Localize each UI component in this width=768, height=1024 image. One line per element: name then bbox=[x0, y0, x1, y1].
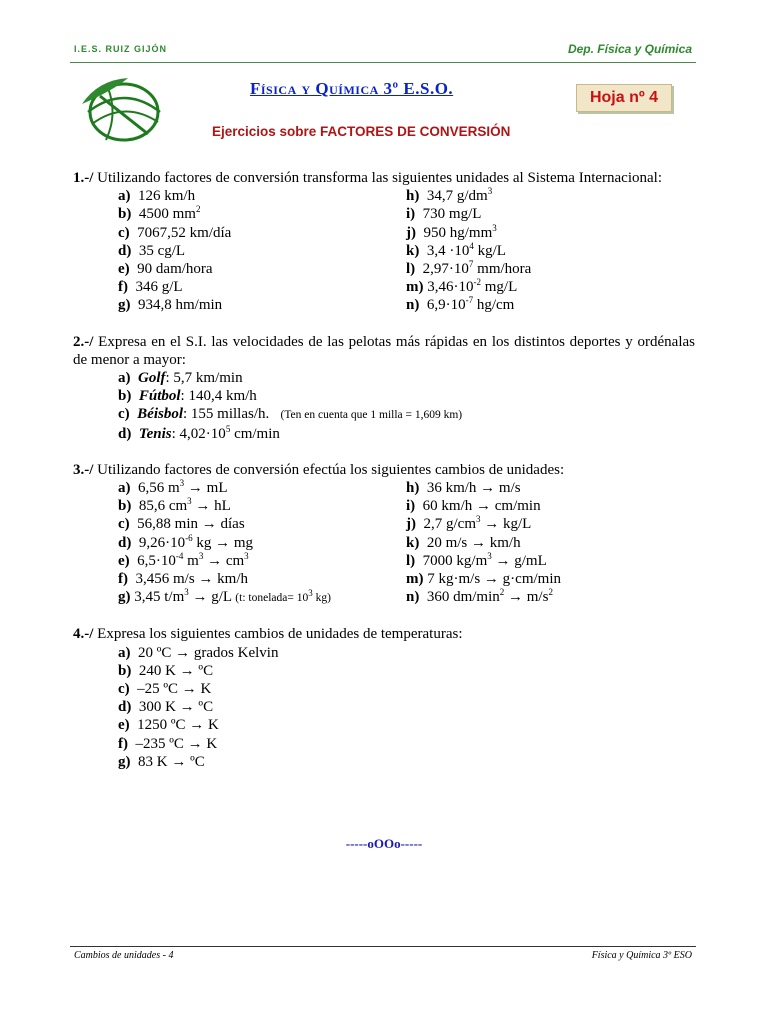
sheet-badge: Hoja nº 4 bbox=[576, 84, 672, 112]
list-item: a) 20 ºC → grados Kelvin bbox=[118, 644, 279, 661]
exercise-number: 2.-/ bbox=[73, 333, 94, 350]
list-item: b) 240 K → ºC bbox=[118, 662, 214, 679]
exercise-content bbox=[73, 169, 695, 771]
list-item: d) 300 K → ºC bbox=[118, 699, 214, 716]
list-item: i) 60 km/h → cm/min bbox=[406, 498, 541, 515]
list-item: m) 7 kg·m/s → g·cm/min bbox=[406, 571, 561, 588]
exercise-text: Utilizando factores de conversión efectúa los siguientes cambios de unidades: bbox=[93, 461, 565, 478]
list-item: a) 6,56 $m^3$ → mL bbox=[118, 478, 228, 497]
list-item: h) 34,7 $g/dm^3$ bbox=[406, 186, 493, 205]
list-item: d) 35 cg/L bbox=[118, 242, 186, 259]
footer-left: Cambios de unidades - 4 bbox=[74, 950, 174, 961]
exercise-2-statement bbox=[73, 333, 695, 369]
school-name: I.E.S. RUIZ GIJÓN bbox=[74, 44, 168, 54]
exercise-1-statement bbox=[73, 169, 695, 187]
list-item: f) 346 g/L bbox=[118, 279, 183, 296]
exercise-text: Utilizando factores de conversión transforma las siguientes unidades al Sistema Internacional: bbox=[93, 170, 662, 186]
list-item: a) Golf: 5,7 km/min bbox=[118, 370, 243, 387]
list-item: m) $3,46\cdot 10^{-2}$ mg/L bbox=[406, 277, 518, 296]
exercise-4-list bbox=[73, 644, 695, 771]
note: (Ten en cuenta que 1 milla = 1,609 km) bbox=[280, 409, 463, 422]
list-item: h) 36 km/h → m/s bbox=[406, 480, 521, 497]
list-item: f) 3,456 m/s → km/h bbox=[118, 571, 249, 588]
exercise-2 bbox=[73, 333, 695, 443]
list-item: d) $9,26\cdot 10^{-6}$ kg → mg bbox=[118, 532, 254, 551]
exercise-4 bbox=[73, 625, 695, 771]
list-item: k) 20 m/s → km/h bbox=[406, 534, 521, 551]
list-item: e) $6,5\cdot 10^{-4}$ $m^3 \to cm^3$ bbox=[118, 550, 249, 569]
exercise-4-statement bbox=[73, 625, 695, 643]
list-item: n) $6,9\cdot 10^{-7}$ hg/cm bbox=[406, 295, 515, 314]
list-item: b) 4500 $mm^2$ bbox=[118, 204, 201, 223]
header-divider bbox=[70, 62, 696, 63]
list-item: l) $2,97\cdot 10^7$ mm/hora bbox=[406, 259, 532, 278]
exercise-3 bbox=[73, 461, 695, 608]
list-item: f) –235 ºC → K bbox=[118, 735, 218, 752]
list-item: e) 1250 ºC → K bbox=[118, 717, 219, 734]
page-subtitle: Ejercicios sobre FACTORES DE CONVERSIÓN bbox=[212, 124, 511, 139]
list-item: g) 3,45 $t/m^3 \to g/L$ (t: tonelada= $10^3$ kg) bbox=[118, 587, 331, 606]
list-item: l) 7000 $kg/m^3 \to g/mL$ bbox=[406, 550, 547, 569]
footer-right: Física y Química 3º ESO bbox=[591, 950, 692, 961]
note: (t: tonelada= $10^3$ kg) bbox=[235, 588, 331, 605]
list-item: i) 730 mg/L bbox=[406, 206, 482, 223]
exercise-1 bbox=[73, 169, 695, 315]
end-separator: -----oOOo----- bbox=[345, 836, 423, 851]
school-logo-icon bbox=[78, 74, 170, 152]
list-item: j) 950 $hg/mm^3$ bbox=[406, 222, 497, 241]
department-name: Dep. Física y Química bbox=[567, 42, 692, 56]
exercise-3-right-column bbox=[406, 479, 686, 607]
list-item: c) 56,88 min → días bbox=[118, 516, 245, 533]
list-item: j) 2,7 $g/cm^3 \to kg/L$ bbox=[406, 514, 532, 533]
list-item: e) 90 dam/hora bbox=[118, 261, 213, 278]
exercise-1-left-column bbox=[73, 187, 406, 314]
exercise-2-list bbox=[73, 369, 695, 443]
list-item: c) 7067,52 km/día bbox=[118, 224, 232, 241]
exercise-text: Expresa en el S.I. las velocidades de las pelotas más rápidas en los distintos deportes y ordénalas de menor a mayor: bbox=[73, 333, 695, 368]
list-item: d) Tenis: $4,02\cdot 10^5$ cm/min bbox=[118, 423, 280, 442]
list-item: b) 85,6 $cm^3$ → hL bbox=[118, 496, 231, 515]
page-title: Física y Química 3º E.S.O. bbox=[250, 79, 454, 98]
exercise-3-statement bbox=[73, 461, 695, 479]
list-item: c) –25 ºC → K bbox=[118, 681, 212, 698]
exercise-text: Expresa los siguientes cambios de unidades de temperaturas: bbox=[93, 626, 463, 643]
list-item: g) 934,8 hm/min bbox=[118, 297, 223, 314]
exercise-1-right-column bbox=[406, 187, 686, 314]
exercise-number: 3.-/ bbox=[73, 461, 94, 478]
list-item: g) 83 K → ºC bbox=[118, 753, 205, 770]
list-item: b) Fútbol: 140,4 km/h bbox=[118, 388, 257, 405]
exercise-3-left-column bbox=[73, 479, 406, 607]
list-item: k) $3,4 \cdot 10^4$ kg/L bbox=[406, 240, 506, 259]
exercise-number: 1.-/ bbox=[73, 170, 94, 186]
list-item: n) 360 $dm/\min^2 \to m/s^2$ bbox=[406, 587, 553, 606]
list-item: a) 126 km/h bbox=[118, 188, 196, 205]
footer-divider bbox=[70, 946, 696, 947]
exercise-number: 4.-/ bbox=[73, 626, 94, 643]
list-item: c) Béisbol: 155 millas/h. (Ten en cuenta que 1 milla = 1,609 km) bbox=[118, 406, 463, 423]
